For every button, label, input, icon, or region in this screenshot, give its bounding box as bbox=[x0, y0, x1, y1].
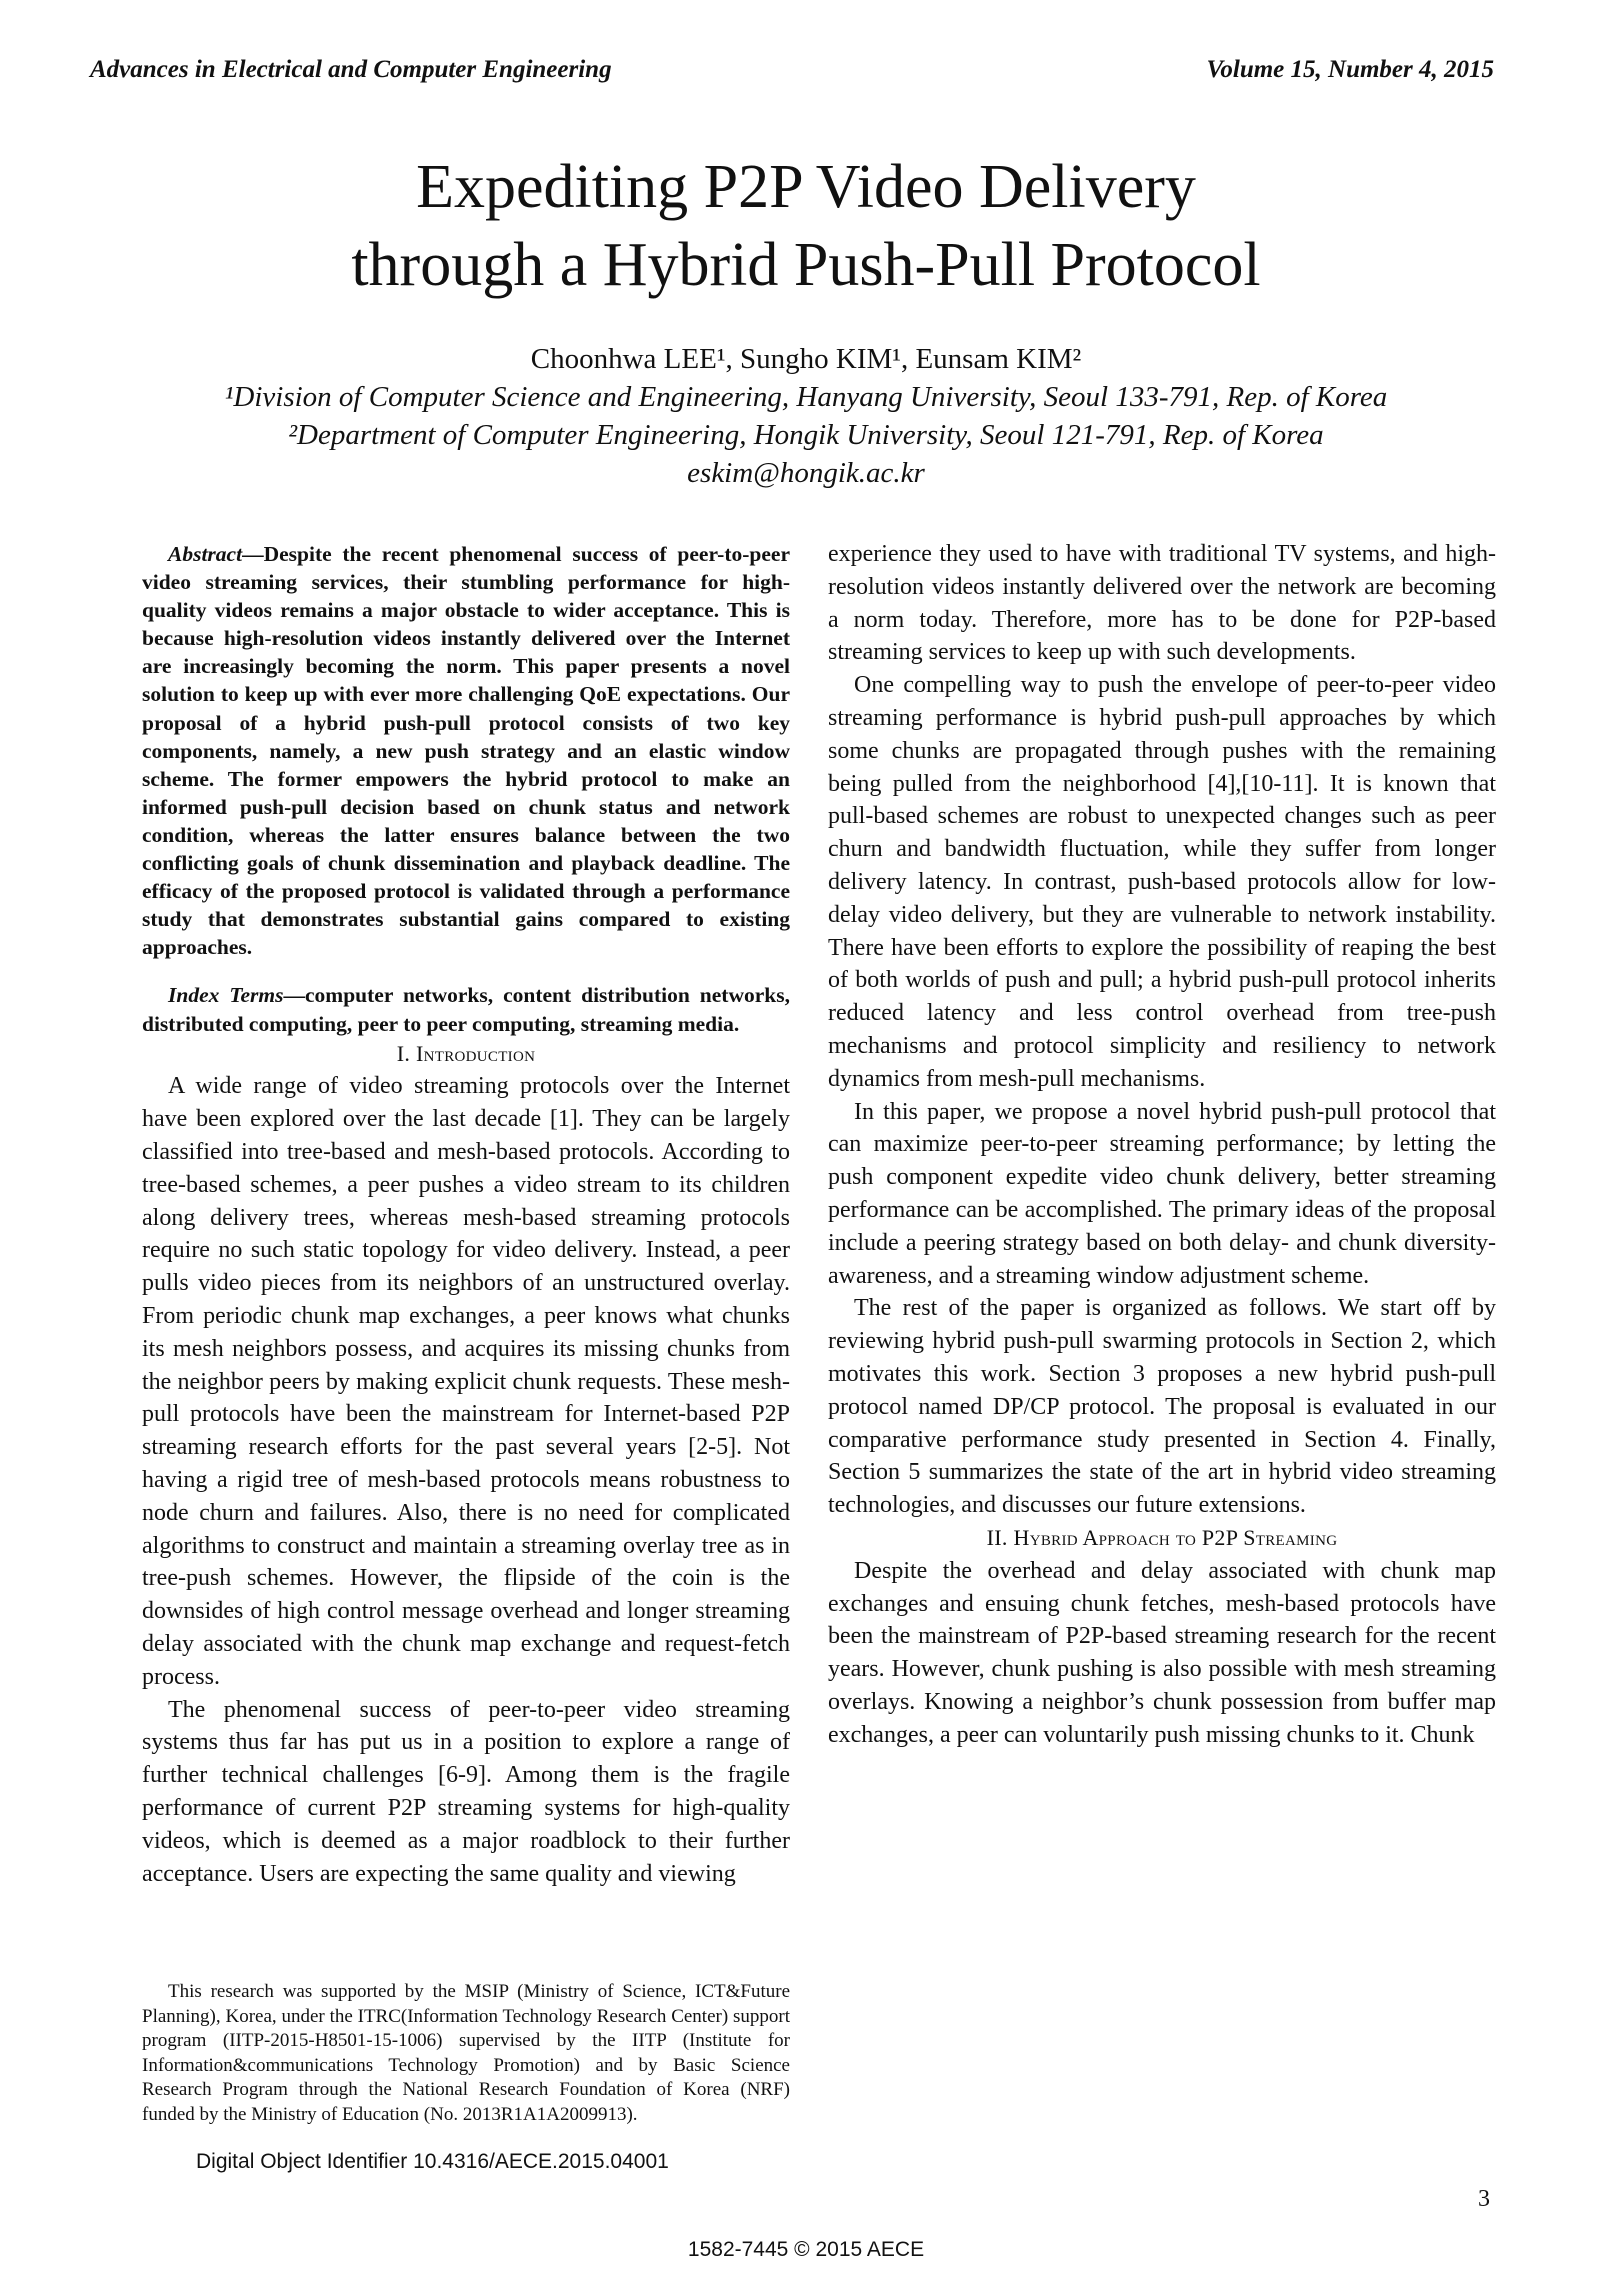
funding-footnote bbox=[142, 1980, 790, 2128]
paper-title bbox=[0, 148, 1612, 304]
section2-paragraph-1: Despite the overhead and delay associated with chunk map exchanges and ensuing chunk fetches, mesh-based protocols have been the mainstream of P2P-based streaming research for the recent years. However, chunk pushing is also possible with mesh streaming overlays. Knowing a neighbor’s chunk possession from buffer map exchanges, a peer can voluntarily push missing chunks to it. Chunk bbox=[828, 1557, 1496, 1748]
index-terms-lead: Index Terms bbox=[168, 983, 284, 1008]
issn-copyright: 1582-7445 © 2015 AECE bbox=[687, 2238, 925, 2261]
author-block bbox=[0, 340, 1612, 492]
index-terms-text: —computer networks, content distribution networks, distributed computing, peer to peer computing, streaming media. bbox=[142, 983, 790, 1036]
title-line-1: Expediting P2P Video Delivery bbox=[416, 153, 1196, 221]
intro-paragraph-3: One compelling way to push the envelope of peer-to-peer video streaming performance is hybrid push-pull approaches by which some chunks are propagated through pushes with the remaining being pulled from the neighborhood [4],[10-11]. It is known that pull-based schemes are robust to unexpected changes such as peer churn and bandwidth fluctuation, while they suffer from longer delivery latency. In contrast, push-based protocols allow for low-delay video delivery, but they are vulnerable to network instability. There have been efforts to explore the possibility of reaping the best of both worlds of push and pull; a hybrid push-pull protocol inherits reduced latency and less control overhead from tree-push mechanisms and protocol simplicity and resiliency to network dynamics from mesh-pull mechanisms. bbox=[828, 672, 1496, 1092]
page-number: 3 bbox=[1478, 2186, 1490, 2212]
index-terms bbox=[142, 981, 790, 1037]
title-line-2: through a Hybrid Push-Pull Protocol bbox=[351, 231, 1261, 299]
intro-paragraph-5: The rest of the paper is organized as follows. We start off by reviewing hybrid push-pull swarming protocols in Section 2, which motivates this work. Section 3 proposes a new hybrid push-pull protocol named DP/CP protocol. The proposal is evaluated in our comparative performance study presented in Section 4. Finally, Section 5 summarizes the state of the art in hybrid video streaming technologies, and discusses our future extensions. bbox=[828, 1295, 1496, 1519]
journal-volume: Volume 15, Number 4, 2015 bbox=[1206, 56, 1494, 83]
affiliation-2: ²Department of Computer Engineering, Hongik University, Seoul 121-791, Rep. of Korea bbox=[288, 419, 1324, 451]
intro-paragraph-2-continued: experience they used to have with traditional TV systems, and high-resolution videos instantly delivered over the network are becoming a norm today. Therefore, more has to be done for P2P-based streaming services to keep up with such developments. bbox=[828, 541, 1496, 666]
author-email: eskim@hongik.ac.kr bbox=[687, 457, 925, 489]
footnote-text: This research was supported by the MSIP (Ministry of Science, ICT&Future Planning), Korea, under the ITRC(Information Technology Research Center) support program (IITP-2015-H8501-15-1006) supervised by the IITP (Institute for Information&communications Technology Promotion) and by Basic Science Research Program through the National Research Foundation of Korea (NRF) funded by the Ministry of Education (No. 2013R1A1A2009913). bbox=[142, 1981, 790, 2125]
author-names: Choonhwa LEE¹, Sungho KIM¹, Eunsam KIM² bbox=[530, 343, 1082, 375]
left-column bbox=[142, 540, 790, 1890]
intro-paragraph-4: In this paper, we propose a novel hybrid push-pull protocol that can maximize peer-to-peer streaming performance; by letting the push component expedite video chunk delivery, better streaming performance can be accomplished. The primary ideas of the proposal include a peering strategy based on both delay- and chunk diversity-awareness, and a streaming window adjustment scheme. bbox=[828, 1098, 1496, 1289]
abstract bbox=[142, 540, 790, 961]
journal-name: Advances in Electrical and Computer Engineering bbox=[90, 56, 612, 83]
intro-paragraph-1: A wide range of video streaming protocols over the Internet have been explored over the last decade [1]. They can be largely classified into tree-based and mesh-based protocols. According to tree-based schemes, a peer pushes a video stream to its children along delivery trees, whereas mesh-based streaming protocols require no such static topology for video delivery. Instead, a peer pulls video pieces from its neighbors of an unstructured overlay. From periodic chunk map exchanges, a peer knows what chunks its mesh neighbors possess, and acquires its missing chunks from the neighbor peers by making explicit chunk requests. These mesh-pull protocols have been the mainstream for Internet-based P2P streaming research efforts for the past several years [2-5]. Not having a rigid tree of mesh-based protocols means robustness to node churn and failures. Also, there is no need for complicated algorithms to construct and maintain a streaming overlay tree as in tree-push schemes. However, the flipside of the coin is the downsides of high control message overhead and longer streaming delay associated with the chunk map exchange and request-fetch process. bbox=[142, 1073, 790, 1690]
section-heading-introduction: I. Introduction bbox=[396, 1040, 536, 1066]
doi: Digital Object Identifier 10.4316/AECE.2015.04001 bbox=[196, 2150, 669, 2173]
abstract-text: —Despite the recent phenomenal success of peer-to-peer video streaming services, their stumbling performance for high-quality videos remains a major obstacle to wider acceptance. This is because high-resolution videos instantly delivered over the Internet are increasingly becoming the norm. This paper presents a novel solution to keep up with ever more challenging QoE expectations. Our proposal of a hybrid push-pull protocol consists of two key components, namely, a new push strategy and an elastic window scheme. The former empowers the hybrid protocol to make an informed push-pull decision based on chunk status and network condition, whereas the latter ensures balance between the two conflicting goals of chunk dissemination and playback deadline. The efficacy of the proposed protocol is validated through a performance study that demonstrates substantial gains compared to existing approaches. bbox=[142, 542, 790, 960]
abstract-lead: Abstract bbox=[168, 542, 243, 566]
intro-paragraph-2: The phenomenal success of peer-to-peer video streaming systems thus far has put us in a position to explore a range of further technical challenges [6-9]. Among them is the fragile performance of current P2P streaming systems for high-quality videos, which is deemed as a major roadblock to their further acceptance. Users are expecting the same quality and viewing bbox=[142, 1696, 790, 1887]
section-heading-hybrid-approach: II. Hybrid Approach to P2P Streaming bbox=[986, 1524, 1338, 1550]
affiliation-1: ¹Division of Computer Science and Engineering, Hanyang University, Seoul 133-791, Rep. of Korea bbox=[224, 381, 1388, 413]
right-column bbox=[828, 538, 1496, 1751]
